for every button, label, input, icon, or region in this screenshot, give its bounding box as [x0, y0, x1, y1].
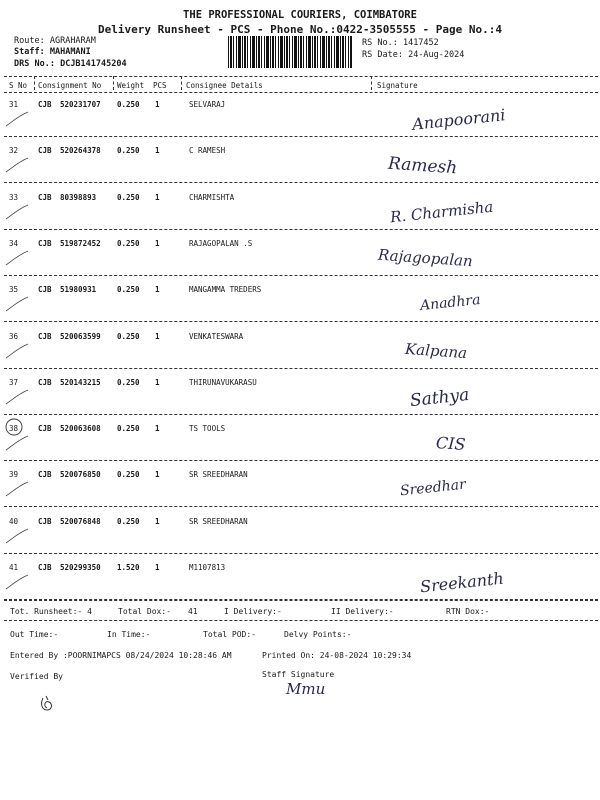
- cell-pcs: 1: [155, 563, 160, 572]
- tick-mark-icon: [2, 474, 32, 504]
- cell-pcs: 1: [155, 100, 160, 109]
- cell-consignee: VENKATESWARA: [189, 331, 244, 341]
- barcode-image: [228, 36, 352, 68]
- cell-sno: 36: [9, 331, 19, 341]
- cell-weight: 0.250: [117, 238, 140, 248]
- tick-mark-icon: [2, 104, 32, 134]
- cell-sno: 39: [9, 470, 19, 480]
- verified-by-label: Verified By: [10, 672, 63, 681]
- entered-by: Entered By :POORNIMAPCS 08/24/2024 10:28:46 AM: [10, 651, 232, 660]
- row-divider: [4, 553, 598, 554]
- tick-mark-icon: [2, 521, 32, 551]
- col-divider: [113, 76, 114, 90]
- cell-pcs: 1: [155, 146, 160, 156]
- out-time-label: Out Time:-: [10, 630, 59, 639]
- row-divider: [4, 275, 598, 276]
- cell-consignee: SR SREEDHARAN: [189, 470, 248, 480]
- staff-label: Staff:: [14, 47, 45, 57]
- cell-pcs: 1: [155, 516, 160, 526]
- circle-mark-icon: [4, 417, 24, 437]
- rs-date-line: [362, 50, 464, 60]
- col-consignee: Consignee Details: [186, 81, 263, 90]
- cell-consignee: SELVARAJ: [189, 100, 226, 109]
- table-row: [0, 96, 600, 142]
- signature-scrawl: Sreekanth: [419, 568, 505, 597]
- col-divider: [181, 76, 182, 90]
- cell-weight: 0.250: [117, 516, 140, 526]
- signature-scrawl: Kalpana: [404, 339, 468, 362]
- rs-no-value: 1417452: [402, 38, 439, 48]
- cell-consignment-no: 520076850: [60, 470, 101, 480]
- cell-sno: 31: [9, 100, 19, 109]
- drs-value: DCJB141745204: [60, 59, 127, 69]
- table-row: [0, 281, 600, 327]
- staff-signature-label: Staff Signature: [262, 670, 335, 679]
- row-divider: [4, 136, 598, 137]
- ii-delivery-label: II Delivery:-: [331, 607, 394, 616]
- cell-cjb: CJB: [38, 285, 52, 295]
- cell-consignment-no: 519872452: [60, 238, 101, 248]
- tick-mark-icon: [2, 197, 32, 227]
- cell-consignee: M1107813: [189, 563, 226, 572]
- signature-scrawl: Rajagopalan: [377, 245, 474, 271]
- tick-mark-icon: [2, 289, 32, 319]
- rs-no-line: [362, 38, 439, 48]
- row-divider: [4, 368, 598, 369]
- cell-sno: 33: [9, 192, 19, 202]
- delvy-points-label: Delvy Points:-: [284, 630, 352, 639]
- cell-consignment-no: 520264378: [60, 146, 101, 156]
- row-divider: [4, 506, 598, 507]
- cell-cjb: CJB: [38, 516, 52, 526]
- tot-runsheet: Tot. Runsheet:- 4: [10, 607, 92, 616]
- cell-consignee: CHARMISHTA: [189, 192, 235, 202]
- cell-weight: 0.250: [117, 285, 140, 295]
- drs-label: DRS No.:: [14, 59, 55, 69]
- signature-scrawl: Ramesh: [387, 153, 458, 179]
- route-line: [14, 36, 96, 46]
- cell-consignment-no: 520063599: [60, 331, 101, 341]
- cell-consignment-no: 520299350: [60, 563, 101, 572]
- signature-scrawl: Sreedhar: [399, 476, 467, 500]
- cell-consignment-no: 520076848: [60, 516, 101, 526]
- col-divider: [34, 76, 35, 90]
- cell-cjb: CJB: [38, 470, 52, 480]
- tick-mark-icon: [2, 567, 32, 597]
- col-pcs: PCS: [153, 81, 167, 90]
- cell-cjb: CJB: [38, 192, 52, 202]
- cell-consignee: THIRUNAVUKARASU: [189, 377, 257, 387]
- printed-on: Printed On: 24-08-2024 10:29:34: [262, 651, 412, 660]
- total-pod-label: Total POD:-: [203, 630, 256, 639]
- cell-sno: 37: [9, 377, 19, 387]
- rs-no-label: RS No.:: [362, 38, 398, 48]
- rs-date-value: 24-Aug-2024: [408, 50, 465, 60]
- row-divider: [4, 321, 598, 322]
- cell-weight: 0.250: [117, 146, 140, 156]
- col-sno: S No: [9, 81, 28, 90]
- cell-cjb: CJB: [38, 563, 52, 572]
- table-row: [0, 559, 600, 605]
- cell-consignee: RAJAGOPALAN .S: [189, 238, 253, 248]
- row-divider: [4, 229, 598, 230]
- cell-consignment-no: 520063608: [60, 424, 101, 434]
- cell-sno: 38: [9, 424, 19, 434]
- in-time-label: In Time:-: [107, 630, 151, 639]
- rs-date-label: RS Date:: [362, 50, 403, 60]
- cell-consignment-no: 520231707: [60, 100, 101, 109]
- company-title: THE PROFESSIONAL COURIERS, COIMBATORE: [183, 9, 417, 21]
- cell-pcs: 1: [155, 331, 160, 341]
- cell-pcs: 1: [155, 470, 160, 480]
- cell-consignee: TS TOOLS: [189, 424, 226, 434]
- cell-cjb: CJB: [38, 331, 52, 341]
- cell-pcs: 1: [155, 192, 160, 202]
- cell-sno: 41: [9, 563, 19, 572]
- signature-scrawl: CIS: [435, 433, 467, 455]
- col-weight: Weight: [117, 81, 145, 90]
- tick-mark-icon: [2, 382, 32, 412]
- table-row: [0, 328, 600, 374]
- footer-mid-rule: [4, 620, 598, 621]
- header-top-rule: [4, 76, 598, 77]
- cell-weight: 0.250: [117, 424, 140, 434]
- cell-cjb: CJB: [38, 146, 52, 156]
- cell-weight: 0.250: [117, 331, 140, 341]
- route-value: AGRAHARAM: [49, 36, 96, 46]
- cell-sno: 40: [9, 516, 19, 526]
- i-delivery-label: I Delivery:-: [224, 607, 282, 616]
- total-dox-label: Total Dox:-: [118, 607, 171, 616]
- cell-consignee: C RAMESH: [189, 146, 226, 156]
- verified-scribble-icon: [38, 694, 56, 714]
- table-row: [0, 466, 600, 512]
- signature-scrawl: Anapoorani: [411, 105, 507, 134]
- staff-line: [14, 47, 91, 57]
- staff-value: MAHAMANI: [49, 47, 91, 57]
- signature-scrawl: Anadhra: [419, 292, 482, 315]
- cell-consignee: SR SREEDHARAN: [189, 516, 248, 526]
- cell-consignment-no: 51980931: [60, 285, 97, 295]
- cell-cjb: CJB: [38, 424, 52, 434]
- drs-line: [14, 59, 127, 69]
- staff-signature-scrawl: Mmu: [286, 680, 326, 698]
- signature-scrawl: R. Charmisha: [389, 197, 495, 226]
- cell-pcs: 1: [155, 238, 160, 248]
- tick-mark-icon: [2, 336, 32, 366]
- rtn-dox-label: RTN Dox:-: [446, 607, 490, 616]
- cell-sno: 34: [9, 238, 19, 248]
- header-bottom-rule: [4, 92, 598, 93]
- total-dox-value: 41: [188, 607, 198, 616]
- cell-weight: 0.250: [117, 470, 140, 480]
- runsheet-subtitle: Delivery Runsheet - PCS - Phone No.:0422-3505555 - Page No.:4: [98, 23, 502, 36]
- tick-mark-icon: [2, 150, 32, 180]
- cell-consignment-no: 520143215: [60, 377, 101, 387]
- cell-cjb: CJB: [38, 100, 52, 109]
- cell-pcs: 1: [155, 424, 160, 434]
- row-divider: [4, 460, 598, 461]
- cell-consignee: MANGAMMA TREDERS: [189, 285, 262, 295]
- cell-consignment-no: 80398893: [60, 192, 97, 202]
- cell-pcs: 1: [155, 377, 160, 387]
- route-label: Route:: [14, 36, 45, 46]
- table-row: [0, 420, 600, 466]
- signature-scrawl: Sathya: [409, 384, 471, 411]
- cell-sno: 35: [9, 285, 19, 295]
- cell-sno: 32: [9, 146, 19, 156]
- table-row: [0, 189, 600, 235]
- cell-cjb: CJB: [38, 238, 52, 248]
- table-row: [0, 374, 600, 420]
- row-divider: [4, 182, 598, 183]
- cell-weight: 0.250: [117, 377, 140, 387]
- row-divider: [4, 414, 598, 415]
- col-divider: [371, 76, 372, 90]
- tick-mark-icon: [2, 243, 32, 273]
- cell-cjb: CJB: [38, 377, 52, 387]
- footer-top-rule: [4, 600, 598, 601]
- cell-weight: 1.520: [117, 563, 140, 572]
- col-signature: Signature: [377, 81, 418, 90]
- cell-weight: 0.250: [117, 100, 140, 109]
- cell-pcs: 1: [155, 285, 160, 295]
- table-row: [0, 235, 600, 281]
- table-row: [0, 142, 600, 188]
- table-row: [0, 513, 600, 559]
- cell-weight: 0.250: [117, 192, 140, 202]
- col-consignment: Consignment No: [38, 81, 102, 90]
